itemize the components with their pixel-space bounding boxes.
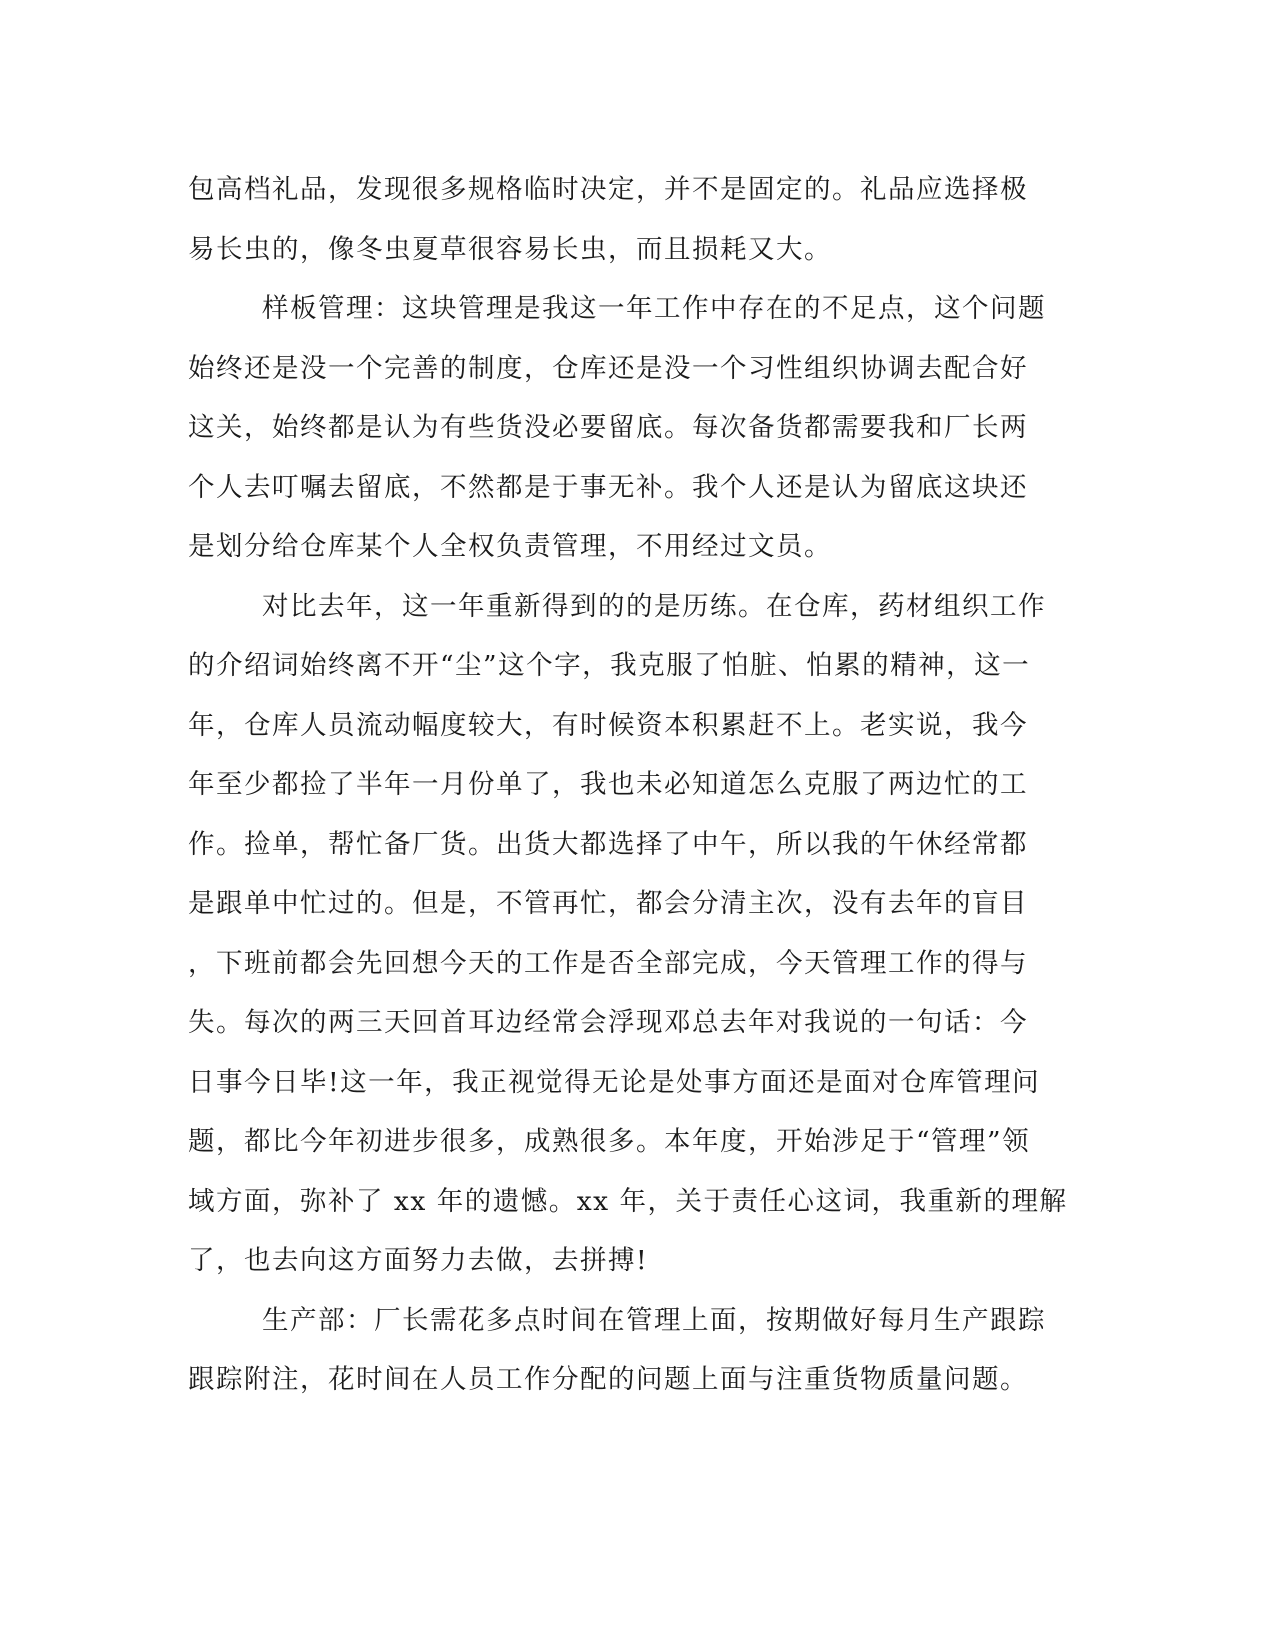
text-line: 年至少都捡了半年一月份单了，我也未必知道怎么克服了两边忙的工 xyxy=(188,769,1028,800)
text-line: 包高档礼品，发现很多规格临时决定，并不是固定的。礼品应选择极 xyxy=(188,174,1028,205)
paragraph-first-line: 生产部：厂长需花多点时间在管理上面，按期做好每月生产跟踪 xyxy=(262,1304,1046,1336)
text-line: 作。捡单，帮忙备厂货。出货大都选择了中午，所以我的午休经常都 xyxy=(188,828,1028,860)
text-line: 年，仓库人员流动幅度较大，有时候资本积累赶不上。老实说，我今 xyxy=(188,709,1028,741)
text-line: 始终还是没一个完善的制度，仓库还是没一个习性组织协调去配合好 xyxy=(188,352,1028,384)
text-line: 是划分给仓库某个人全权负责管理，不用经过文员。 xyxy=(188,531,832,562)
text-line: 这关，始终都是认为有些货没必要留底。每次备货都需要我和厂长两 xyxy=(188,412,1028,443)
text-line: 个人去叮嘱去留底，不然都是于事无补。我个人还是认为留底这块还 xyxy=(188,471,1028,503)
text-line: 了，也去向这方面努力去做，去拼搏! xyxy=(188,1245,649,1276)
text-line: 题，都比今年初进步很多，成熟很多。本年度，开始涉足于“管理”领 xyxy=(188,1126,1031,1157)
text-line: 跟踪附注，花时间在人员工作分配的问题上面与注重货物质量问题。 xyxy=(188,1364,1028,1395)
text-line: 易长虫的，像冬虫夏草很容易长虫，而且损耗又大。 xyxy=(188,233,832,265)
paragraph-first-line: 对比去年，这一年重新得到的的是历练。在仓库，药材组织工作 xyxy=(262,590,1046,622)
text-line: 失。每次的两三天回首耳边经常会浮现邓总去年对我说的一句话：今 xyxy=(188,1007,1028,1038)
text-line: 域方面，弥补了 xx 年的遗憾。xx 年，关于责任心这词，我重新的理解 xyxy=(188,1185,1068,1217)
paragraph-first-line: 样板管理：这块管理是我这一年工作中存在的不足点，这个问题 xyxy=(262,293,1046,324)
text-line: 是跟单中忙过的。但是，不管再忙，都会分清主次，没有去年的盲目 xyxy=(188,888,1028,919)
text-line: 的介绍词始终离不开“尘”这个字，我克服了怕脏、怕累的精神，这一 xyxy=(188,650,1031,681)
text-line: ，下班前都会先回想今天的工作是否全部完成，今天管理工作的得与 xyxy=(188,947,1028,979)
text-line: 日事今日毕!这一年，我正视觉得无论是处事方面还是面对仓库管理问 xyxy=(188,1066,1041,1098)
document-body xyxy=(188,160,1068,1410)
